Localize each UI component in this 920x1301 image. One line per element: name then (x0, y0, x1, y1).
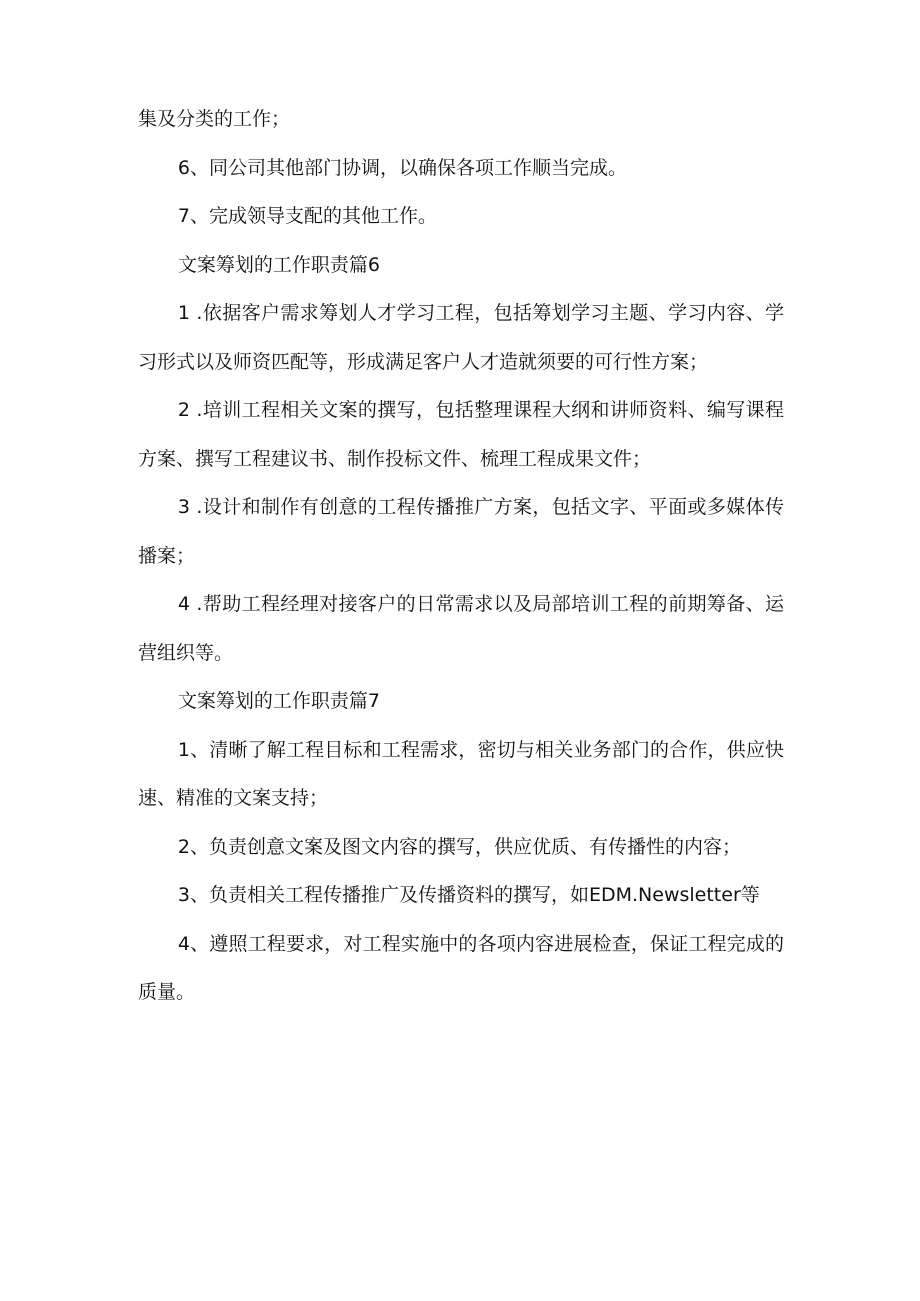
section6-item-4: 4 .帮助工程经理对接客户的日常需求以及局部培训工程的前期筹备、运营组织等。 (138, 593, 784, 664)
list-item-7: 7、完成领导支配的其他工作。 (177, 205, 437, 227)
section7-item-4: 4、遵照工程要求，对工程实施中的各项内容进展检查，保证工程完成的质量。 (138, 932, 784, 1003)
paragraph-continuation: 集及分类的工作； (138, 108, 291, 130)
section6-item-2: 2 .培训工程相关文案的撰写，包括整理课程大纲和讲师资料、编写课程方案、撰写工程建议书、制作投标文件、梳理工程成果文件； (138, 399, 784, 470)
section7-item-3: 3、负责相关工程传播推广及传播资料的撰写，如EDM.Newsletter等 (177, 884, 760, 906)
section7-item-1: 1、清晰了解工程目标和工程需求，密切与相关业务部门的合作，供应快速、精准的文案支持； (138, 738, 784, 809)
section-heading-7: 文案筹划的工作职责篇7 (177, 690, 380, 712)
section7-item-2: 2、负责创意文案及图文内容的撰写，供应优质、有传播性的内容； (177, 835, 741, 858)
document-body (138, 95, 784, 1017)
list-item-6: 6、同公司其他部门协调，以确保各项工作顺当完成。 (177, 156, 627, 179)
section6-item-1: 1 .依据客户需求筹划人才学习工程，包括筹划学习主题、学习内容、学习形式以及师资匹配等，形成满足客户人才造就须要的可行性方案； (138, 302, 784, 373)
section6-item-3: 3 .设计和制作有创意的工程传播推广方案，包括文字、平面或多媒体传播案； (138, 496, 784, 567)
section-heading-6: 文案筹划的工作职责篇6 (177, 253, 380, 276)
